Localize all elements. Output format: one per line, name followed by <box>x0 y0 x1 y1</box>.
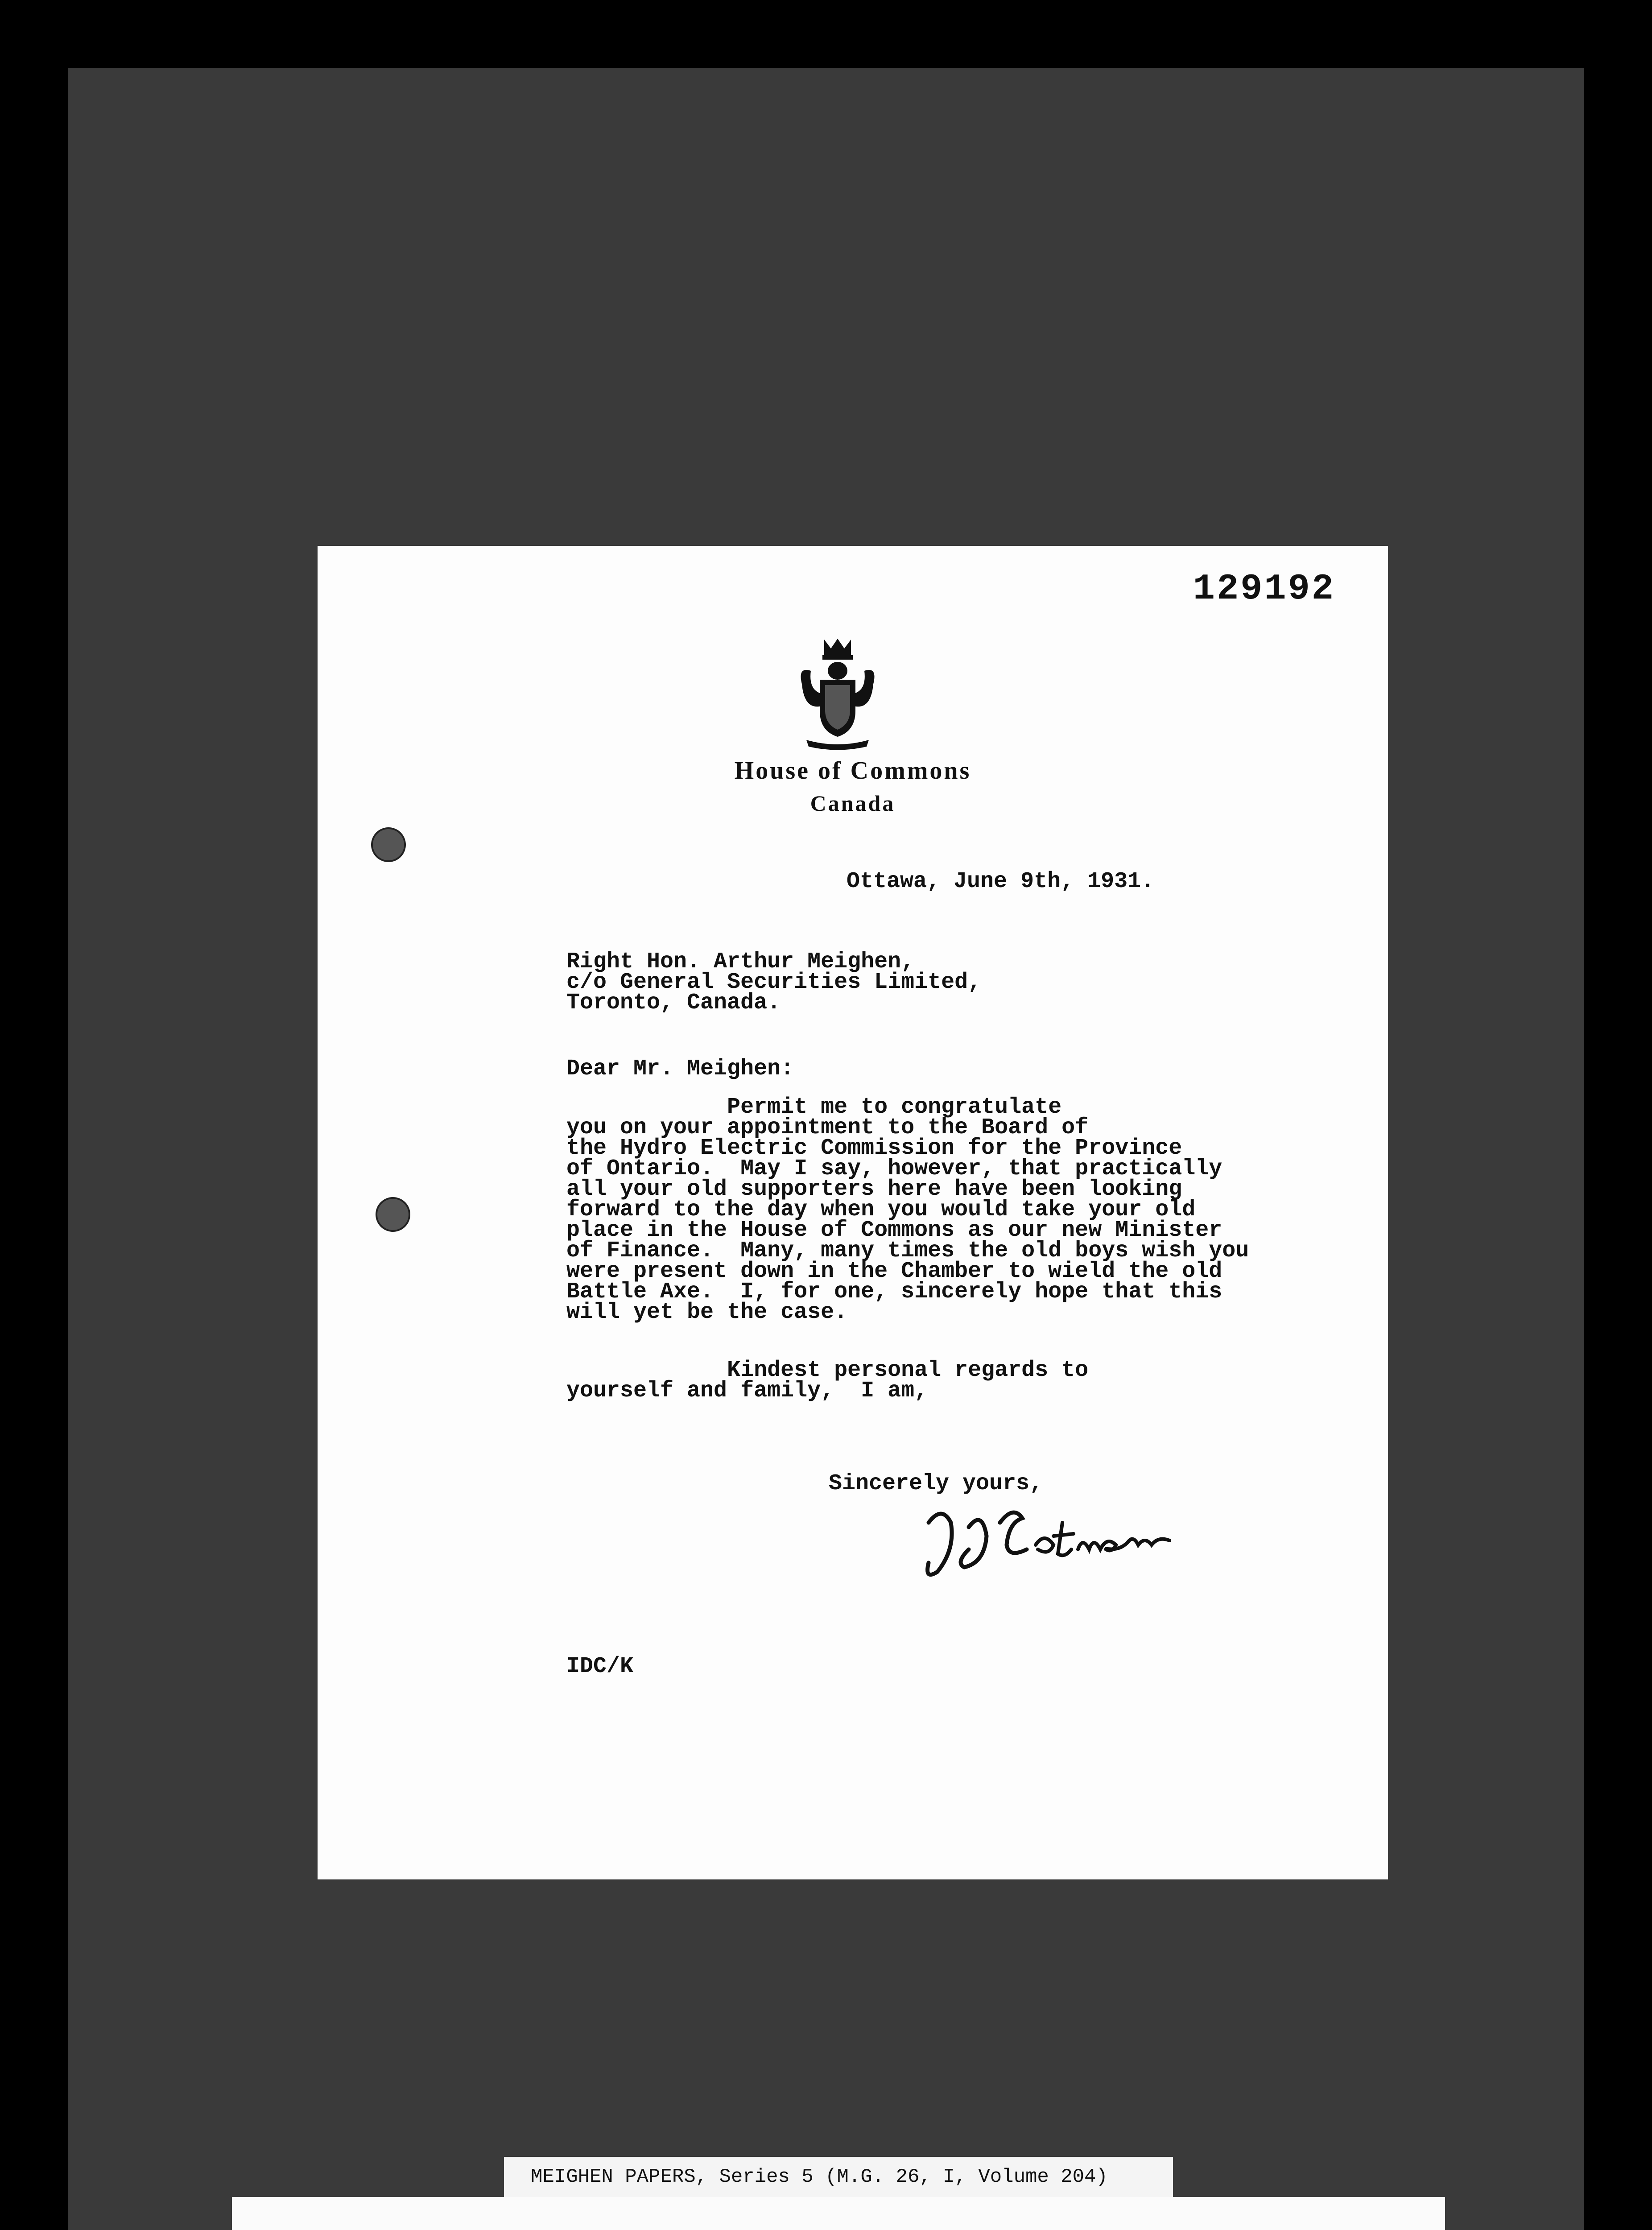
address-line: c/o General Securities Limited, <box>566 970 982 995</box>
body-line: the Hydro Electric Commission for the Province <box>566 1136 1182 1161</box>
signature <box>911 1496 1187 1585</box>
letterhead-subtitle: Canada <box>810 791 896 816</box>
archive-reference-tag: MEIGHEN PAPERS, Series 5 (M.G. 26, I, Volume 204) <box>504 2157 1173 2197</box>
body-line: place in the House of Commons as our new Minister <box>566 1218 1222 1243</box>
document-number: 129192 <box>1193 568 1335 610</box>
body-line: all your old supporters here have been looking <box>566 1177 1182 1202</box>
recipient-address <box>566 949 982 1016</box>
address-line: Toronto, Canada. <box>566 990 781 1016</box>
body-line: will yet be the case. <box>566 1300 848 1325</box>
letter-page <box>318 546 1388 1879</box>
body-line: were present down in the Chamber to wield the old <box>566 1259 1222 1284</box>
body-line: of Finance. Many, many times the old boys wish you <box>566 1238 1249 1264</box>
body-line: forward to the day when you would take your old <box>566 1197 1196 1222</box>
body-line: Battle Axe. I, for one, sincerely hope that this <box>566 1279 1222 1305</box>
punch-hole <box>371 827 406 862</box>
complimentary-closing: Sincerely yours, <box>829 1471 1043 1496</box>
body-line: of Ontario. May I say, however, that practically <box>566 1156 1222 1181</box>
body-line: yourself and family, I am, <box>566 1378 928 1404</box>
address-line: Right Hon. Arthur Meighen, <box>566 949 915 975</box>
body-paragraph-2 <box>566 1358 1089 1404</box>
letter-date: Ottawa, June 9th, 1931. <box>847 869 1155 894</box>
body-line: Permit me to congratulate <box>566 1094 1062 1120</box>
body-line: you on your appointment to the Board of <box>566 1115 1089 1140</box>
punch-hole <box>376 1197 410 1232</box>
typist-initials: IDC/K <box>566 1654 634 1679</box>
body-paragraph-1 <box>566 1094 1249 1325</box>
coat-of-arms-icon <box>793 635 882 751</box>
body-line: Kindest personal regards to <box>566 1358 1089 1383</box>
archive-label-card <box>232 2197 1445 2230</box>
salutation: Dear Mr. Meighen: <box>566 1056 794 1082</box>
letterhead-title: House of Commons <box>734 757 971 785</box>
